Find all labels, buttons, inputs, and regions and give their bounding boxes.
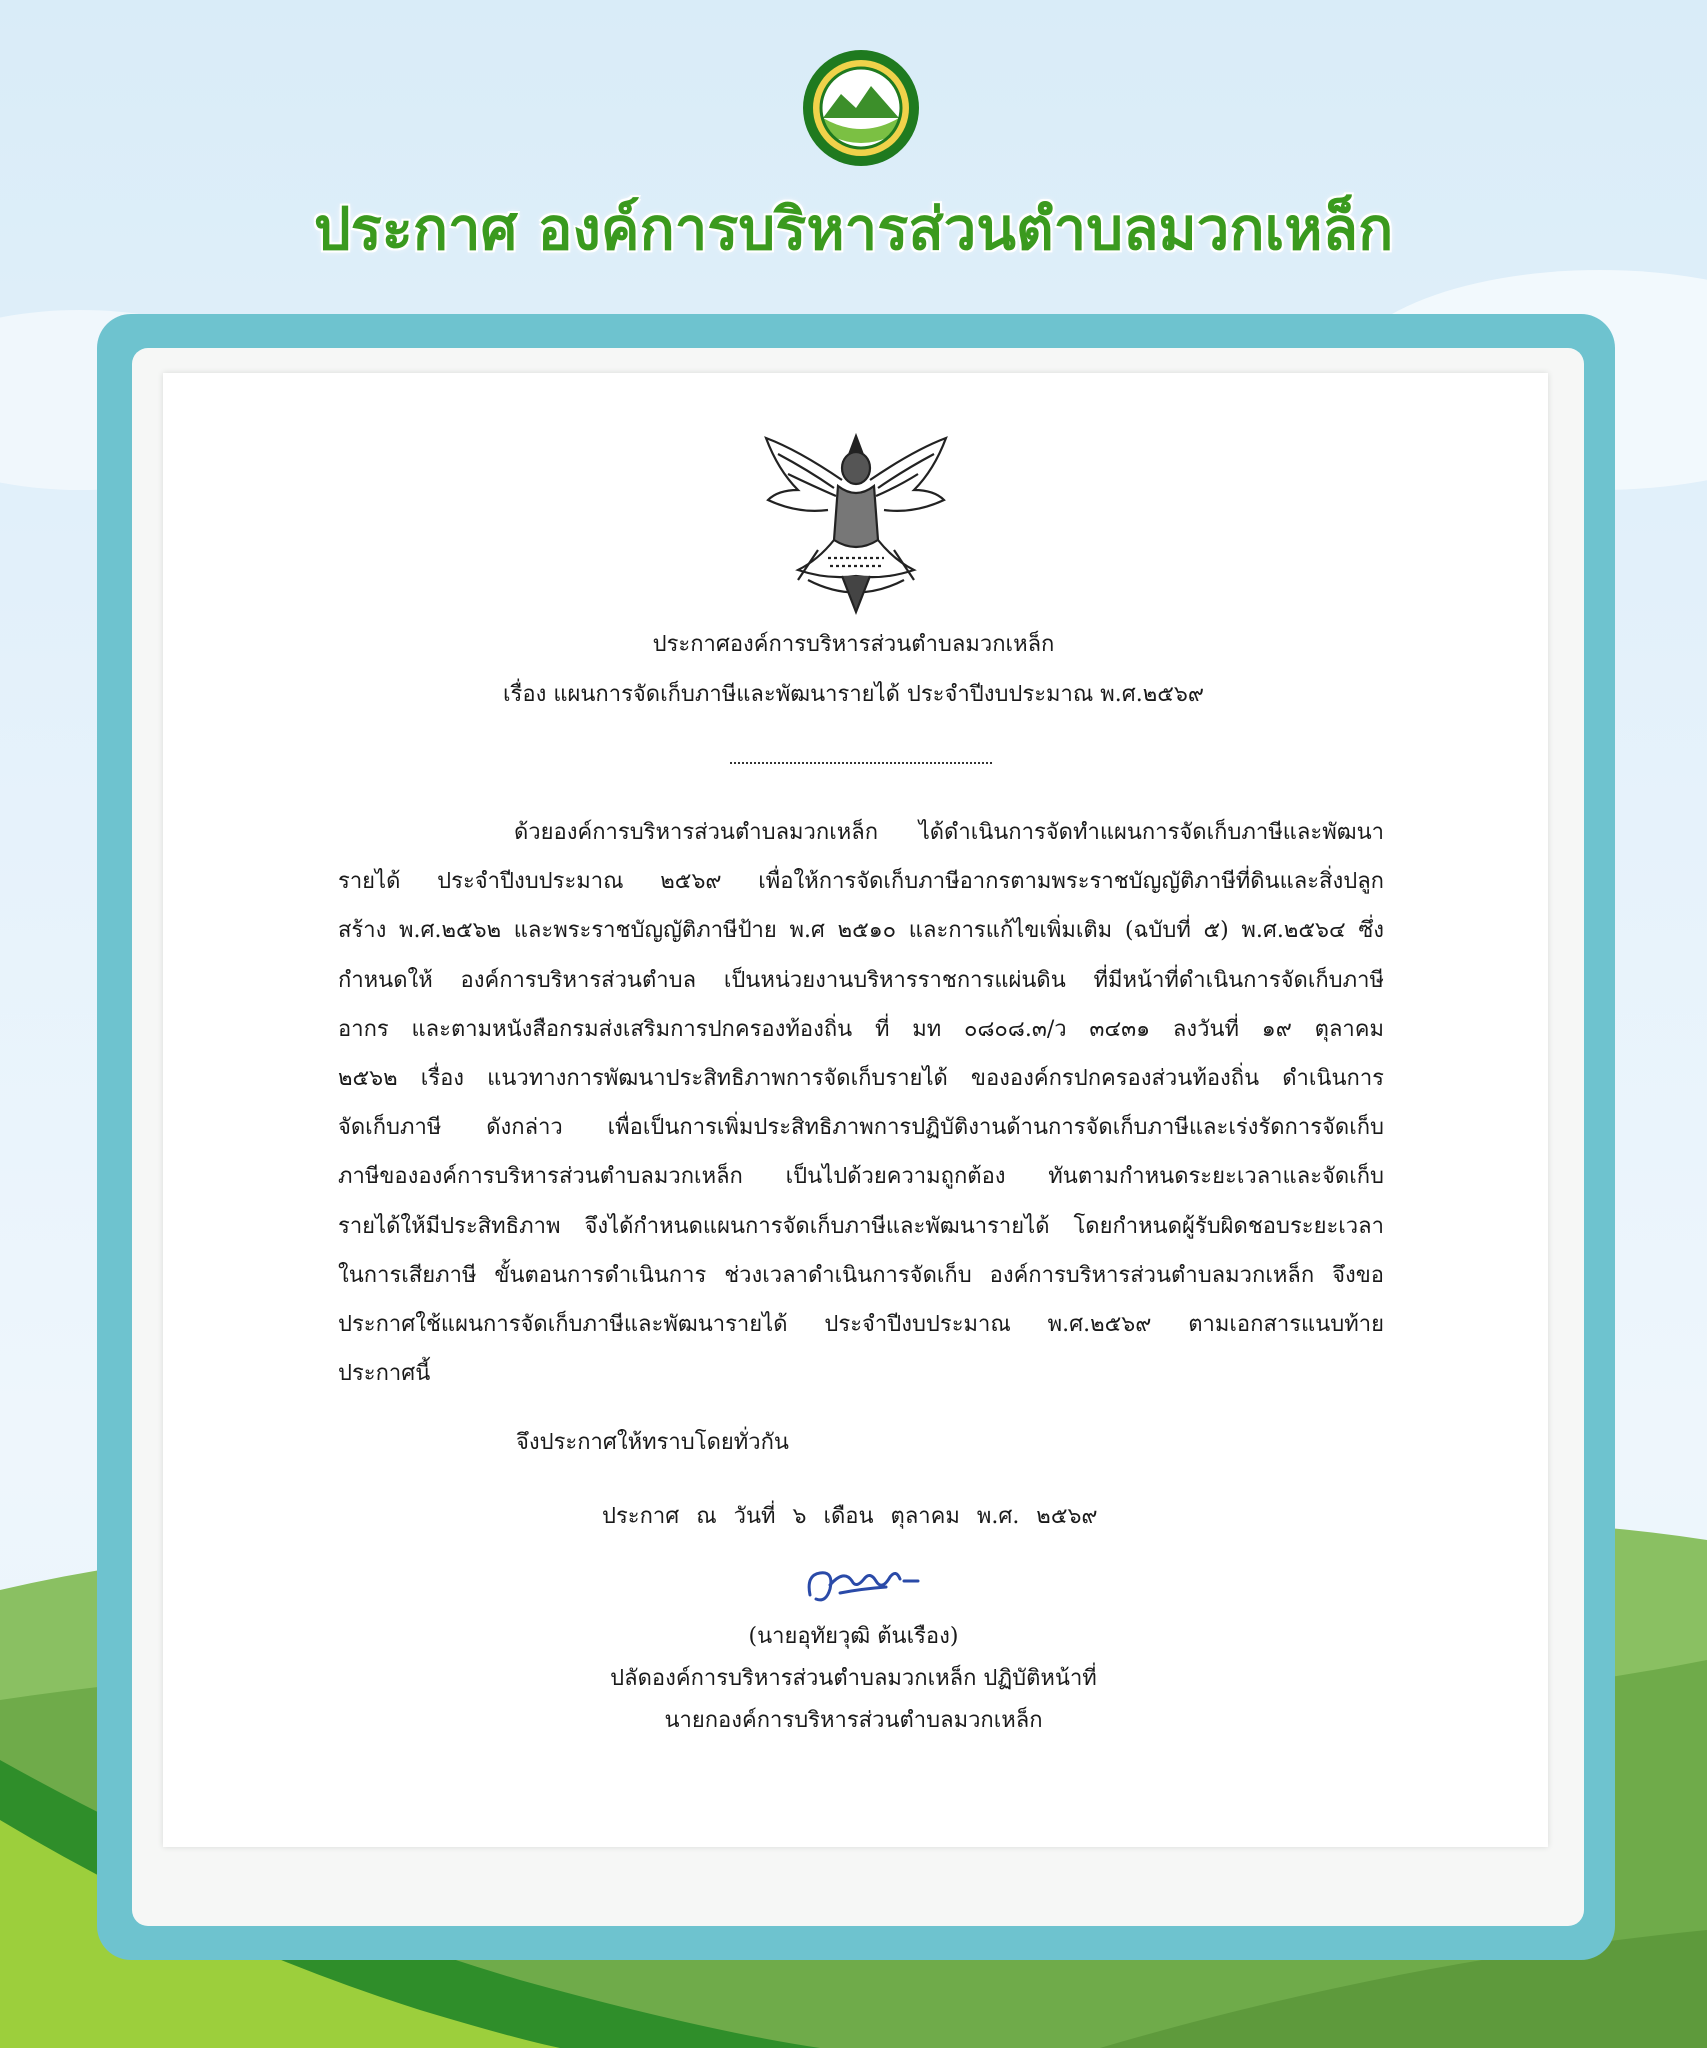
page-title: ประกาศ องค์การบริหารส่วนตำบลมวกเหล็ก <box>313 195 1394 263</box>
document-body <box>338 808 1384 1398</box>
signature <box>800 1555 930 1615</box>
body-line: จัดเก็บภาษี ดังกล่าว เพื่อเป็นการเพิ่มประสิทธิภาพการปฏิบัติงานด้านการจัดเก็บภาษีและเร่งรัดการจัดเก็บ <box>338 1115 1384 1141</box>
garuda-emblem <box>758 430 954 620</box>
document-subject: เรื่อง แผนการจัดเก็บภาษีและพัฒนารายได้ ประจำปีงบประมาณ พ.ศ.๒๕๖๙ <box>503 682 1204 707</box>
signer-name: (นายอุทัยวุฒิ ต้นเรือง) <box>748 1624 959 1649</box>
body-line: ประกาศนี้ <box>338 1361 431 1387</box>
body-line: ด้วยองค์การบริหารส่วนตำบลมวกเหล็ก ได้ดำเนินการจัดทำแผนการจัดเก็บภาษีและพัฒนา <box>514 820 1384 845</box>
document-heading: ประกาศองค์การบริหารส่วนตำบลมวกเหล็ก <box>652 632 1055 657</box>
body-line: รายได้ ประจำปีงบประมาณ ๒๕๖๙ เพื่อให้การจัดเก็บภาษีอากรตามพระราชบัญญัติภาษีที่ดินและสิ่งปลูก <box>338 869 1384 895</box>
organization-logo <box>801 48 921 168</box>
signer-position: ปลัดองค์การบริหารส่วนตำบลมวกเหล็ก ปฏิบัติหน้าที่ <box>610 1666 1097 1691</box>
signer-acting-position: นายกองค์การบริหารส่วนตำบลมวกเหล็ก <box>664 1708 1043 1733</box>
closing-statement: จึงประกาศให้ทราบโดยทั่วกัน <box>516 1430 789 1455</box>
announcement-date: ประกาศ ณ วันที่ ๖ เดือน ตุลาคม พ.ศ. ๒๕๖๙ <box>602 1504 1098 1529</box>
body-line: กำหนดให้ องค์การบริหารส่วนตำบล เป็นหน่วยงานบริหารราชการแผ่นดิน ที่มีหน้าที่ดำเนินการจัดเก็บภาษี <box>338 967 1384 993</box>
body-line: ประกาศใช้แผนการจัดเก็บภาษีและพัฒนารายได้ ประจำปีงบประมาณ พ.ศ.๒๕๖๙ ตามเอกสารแนบท้าย <box>338 1311 1384 1337</box>
body-line: อากร และตามหนังสือกรมส่งเสริมการปกครองท้องถิ่น ที่ มท ๐๘๐๘.๓/ว ๓๔๓๑ ลงวันที่ ๑๙ ตุลาคม <box>338 1016 1384 1042</box>
body-line: ภาษีขององค์การบริหารส่วนตำบลมวกเหล็ก เป็นไปด้วยความถูกต้อง ทันตามกำหนดระยะเวลาและจัดเก็บ <box>338 1164 1384 1190</box>
body-line: ๒๕๖๒ เรื่อง แนวทางการพัฒนาประสิทธิภาพการจัดเก็บรายได้ ขององค์กรปกครองส่วนท้องถิ่น ดำเนินการ <box>338 1065 1384 1091</box>
body-line: รายได้ให้มีประสิทธิภาพ จึงได้กำหนดแผนการจัดเก็บภาษีและพัฒนารายได้ โดยกำหนดผู้รับผิดชอบระยะเวลา <box>338 1213 1384 1239</box>
body-line: สร้าง พ.ศ.๒๕๖๒ และพระราชบัญญัติภาษีป้าย พ.ศ ๒๕๑๐ และการแก้ไขเพิ่มเติม (ฉบับที่ ๕) พ.ศ.๒๕๖๔ ซึ่ง <box>338 918 1384 944</box>
heading-divider <box>730 762 992 764</box>
body-line: ในการเสียภาษี ขั้นตอนการดำเนินการ ช่วงเวลาดำเนินการจัดเก็บ องค์การบริหารส่วนตำบลมวกเหล็ก จึงขอ <box>338 1262 1384 1288</box>
